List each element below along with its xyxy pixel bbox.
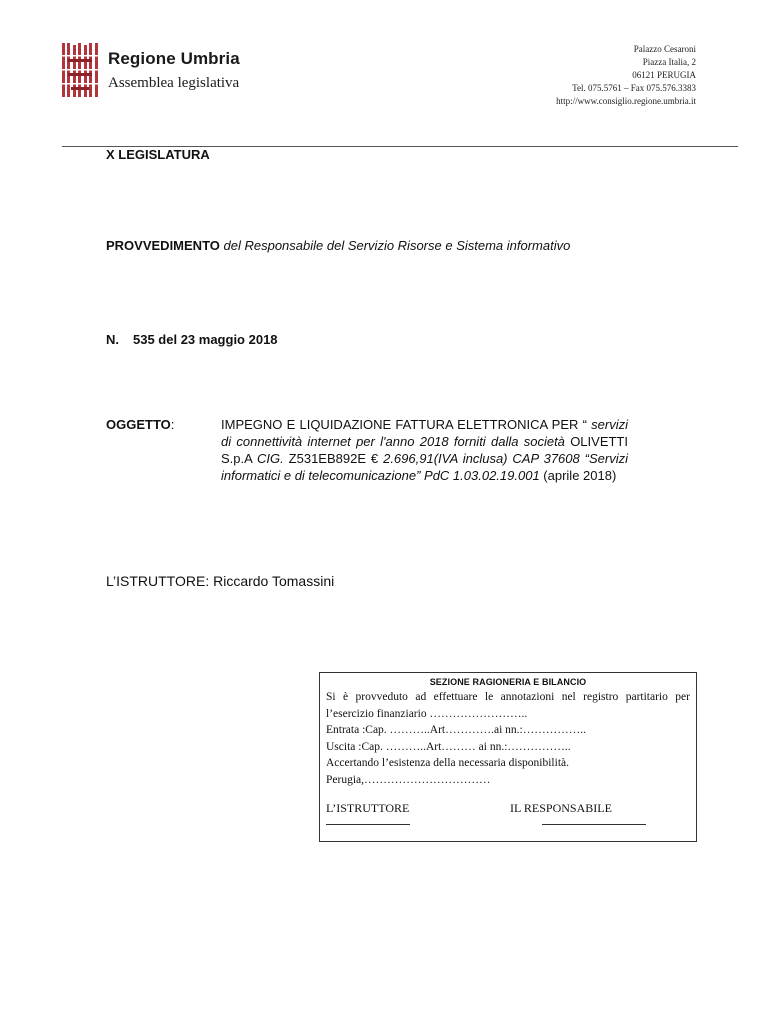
oggetto-part: (aprile 2018) xyxy=(539,468,617,483)
oggetto-part: servizi di connettività internet per l'anno 2018 forniti dalla società xyxy=(221,417,628,449)
oggetto-colon: : xyxy=(170,417,175,432)
document-number xyxy=(106,332,278,347)
oggetto-label xyxy=(106,417,174,432)
oggetto-part: CIG. xyxy=(257,451,284,466)
brand-subtitle: Assemblea legislativa xyxy=(108,75,240,91)
oggetto-part: Z531EB892E € xyxy=(283,451,384,466)
signature-line-right xyxy=(542,824,646,825)
regione-umbria-logo-icon xyxy=(62,43,98,97)
ragioneria-line: Perugia,…………………………… xyxy=(326,773,491,786)
signature-line-left xyxy=(326,824,410,825)
oggetto-part: OLIVETTI S.p.A xyxy=(221,434,628,466)
ragioneria-lines xyxy=(326,689,690,788)
oggetto-part: 2.696,91(IVA inclusa) CAP 37608 “Servizi informatici e di telecomunicazione” PdC 1.03.02.19.001 xyxy=(221,451,628,483)
signature-istruttore-label: L’ISTRUTTORE xyxy=(326,801,410,815)
provvedimento-text: del Responsabile del Servizio Risorse e Sistema informativo xyxy=(223,238,571,253)
provvedimento-label: PROVVEDIMENTO xyxy=(106,238,220,253)
oggetto-label-text: OGGETTO xyxy=(106,417,171,432)
legislatura-heading: X LEGISLATURA xyxy=(106,147,210,162)
ragioneria-title: SEZIONE RAGIONERIA E BILANCIO xyxy=(429,677,587,687)
istruttore-line: L’ISTRUTTORE: Riccardo Tomassini xyxy=(106,573,335,589)
signature-responsabile-label: IL RESPONSABILE xyxy=(510,801,612,815)
oggetto-text xyxy=(221,416,628,484)
address-url: http://www.consiglio.regione.umbria.it xyxy=(556,96,696,106)
ragioneria-line: Si è provveduto ad effettuare le annotazioni nel registro partitario per l’esercizio finanziario …………………….. xyxy=(326,691,690,720)
number-prefix: N. xyxy=(106,332,119,347)
address-line: Palazzo Cesaroni xyxy=(633,44,696,54)
oggetto-part: IMPEGNO E LIQUIDAZIONE FATTURA ELETTRONICA PER “ xyxy=(221,417,587,432)
address-line: Tel. 075.5761 – Fax 075.576.3383 xyxy=(572,83,696,93)
ragioneria-line: Uscita :Cap. ………..Art……… ai nn.:…………….. xyxy=(326,740,571,753)
address-block xyxy=(556,43,696,108)
brand-name: Regione Umbria xyxy=(108,49,240,68)
number-value: 535 del 23 maggio 2018 xyxy=(133,332,278,347)
ragioneria-box xyxy=(319,672,697,842)
address-line: Piazza Italia, 2 xyxy=(642,57,696,67)
provvedimento-line xyxy=(106,238,570,253)
ragioneria-line: Accertando l’esistenza della necessaria disponibilità. xyxy=(326,757,569,769)
ragioneria-line: Entrata :Cap. ………..Art………….ai nn.:…………….. xyxy=(326,724,586,736)
logo-bars-graphic xyxy=(62,43,98,97)
address-line: 06121 PERUGIA xyxy=(632,70,696,80)
